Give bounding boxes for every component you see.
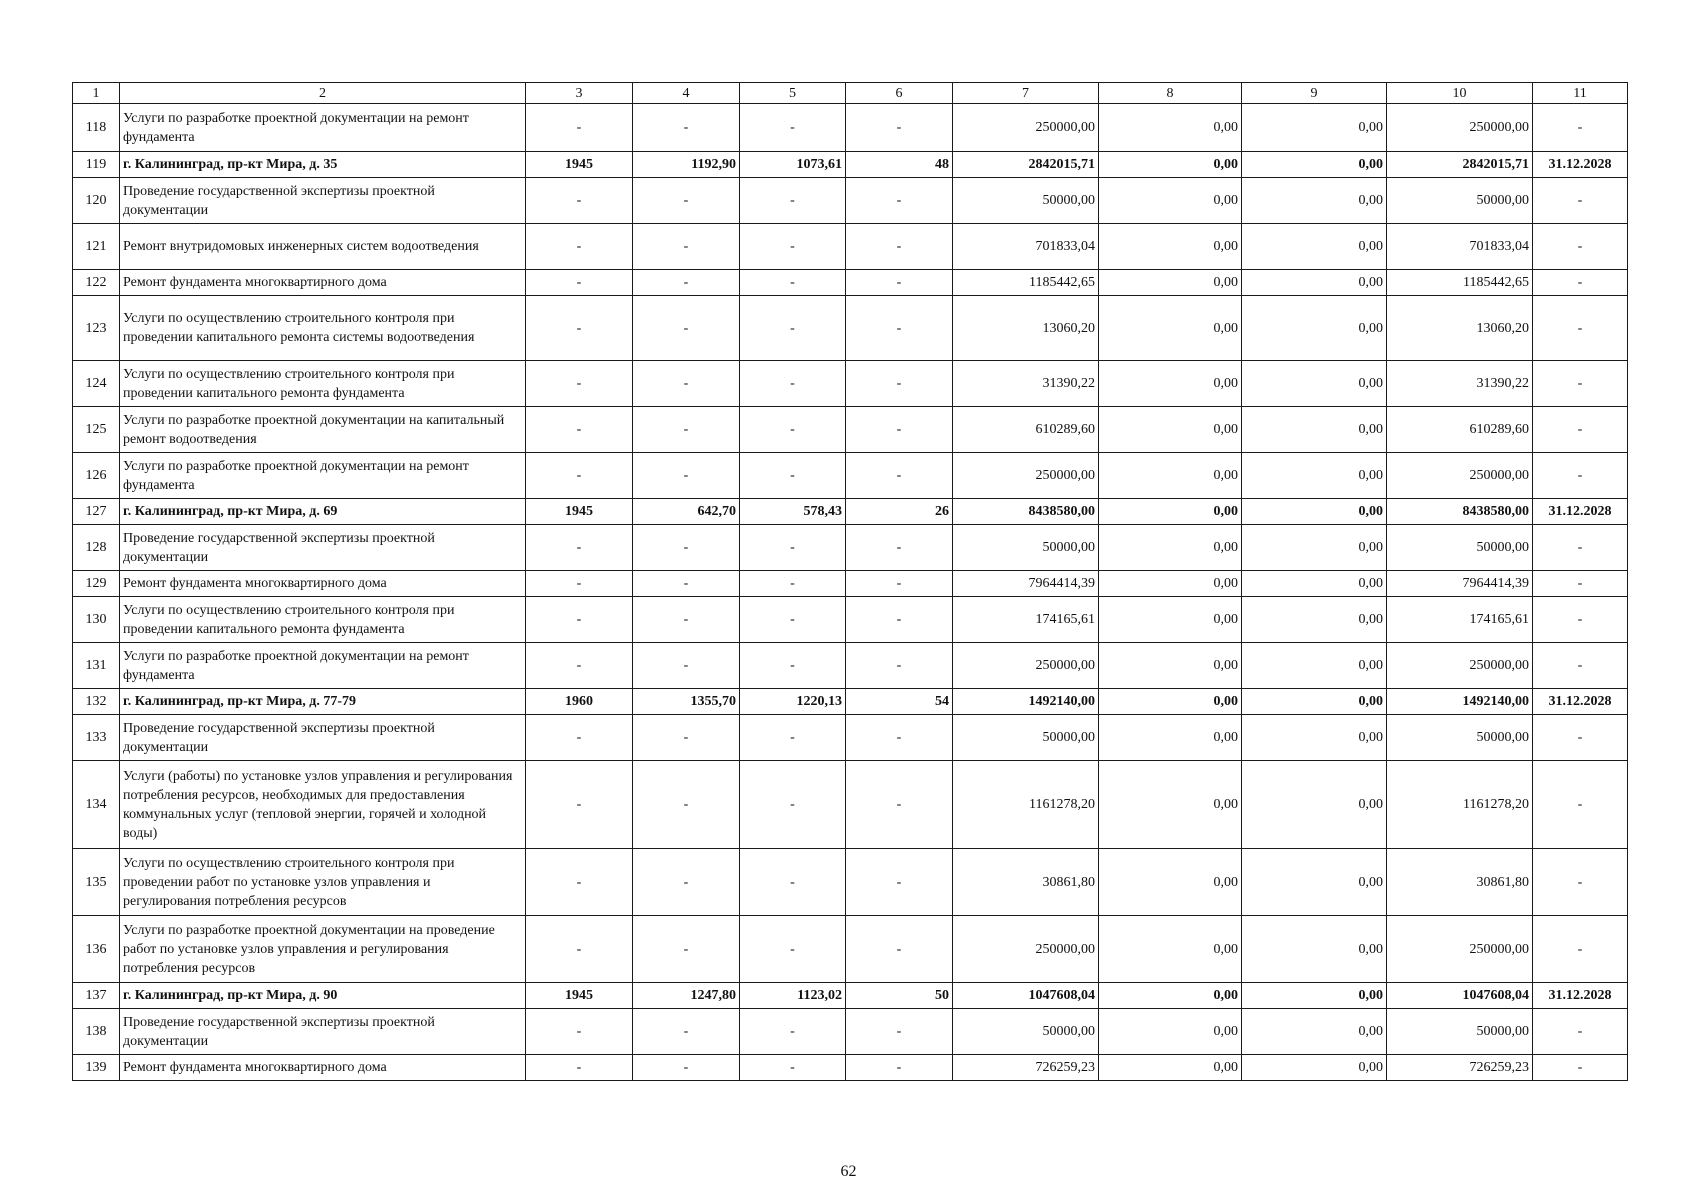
table-row xyxy=(73,453,1628,499)
col7-cell: 250000,00 xyxy=(953,104,1099,152)
col7-cell: 7964414,39 xyxy=(953,571,1099,597)
col11-cell: - xyxy=(1533,849,1628,916)
col9-cell: 0,00 xyxy=(1242,643,1387,689)
address-row xyxy=(73,152,1628,178)
col10-cell: 31390,22 xyxy=(1387,361,1533,407)
col5-cell: - xyxy=(740,643,846,689)
col11-cell: - xyxy=(1533,178,1628,224)
work-name-cell: Услуги по осуществлению строительного контроля при проведении капитального ремонта фундамента xyxy=(120,361,526,407)
col10-cell: 7964414,39 xyxy=(1387,571,1533,597)
table-row xyxy=(73,270,1628,296)
col7-cell: 250000,00 xyxy=(953,916,1099,983)
col7-cell: 701833,04 xyxy=(953,224,1099,270)
col9-cell: 0,00 xyxy=(1242,1009,1387,1055)
col3-cell: - xyxy=(526,849,633,916)
col3-cell: - xyxy=(526,1009,633,1055)
col8-cell: 0,00 xyxy=(1099,983,1242,1009)
col5-cell: 1123,02 xyxy=(740,983,846,1009)
col5-cell: - xyxy=(740,715,846,761)
col6-cell: - xyxy=(846,849,953,916)
col11-cell: - xyxy=(1533,525,1628,571)
col11-cell: - xyxy=(1533,1055,1628,1081)
col6-cell: - xyxy=(846,597,953,643)
col9-cell: 0,00 xyxy=(1242,499,1387,525)
col10-cell: 50000,00 xyxy=(1387,178,1533,224)
col9-cell: 0,00 xyxy=(1242,407,1387,453)
col4-cell: - xyxy=(633,453,740,499)
col9-cell: 0,00 xyxy=(1242,1055,1387,1081)
col3-cell: - xyxy=(526,270,633,296)
col4-cell: - xyxy=(633,849,740,916)
col6-cell: 48 xyxy=(846,152,953,178)
col7-cell: 726259,23 xyxy=(953,1055,1099,1081)
col10-cell: 726259,23 xyxy=(1387,1055,1533,1081)
row-number-cell: 128 xyxy=(73,525,120,571)
col8-cell: 0,00 xyxy=(1099,597,1242,643)
col10-cell: 50000,00 xyxy=(1387,525,1533,571)
col9-cell: 0,00 xyxy=(1242,224,1387,270)
work-name-cell: Услуги по разработке проектной документации на ремонт фундамента xyxy=(120,104,526,152)
col7-cell: 30861,80 xyxy=(953,849,1099,916)
col11-cell: - xyxy=(1533,916,1628,983)
row-number-cell: 133 xyxy=(73,715,120,761)
col8-cell: 0,00 xyxy=(1099,224,1242,270)
col9-cell: 0,00 xyxy=(1242,270,1387,296)
table-row xyxy=(73,1009,1628,1055)
col5-cell: 1073,61 xyxy=(740,152,846,178)
work-name-cell: Услуги по осуществлению строительного контроля при проведении капитального ремонта системы водоотведения xyxy=(120,296,526,361)
header-cell: 9 xyxy=(1242,83,1387,104)
col10-cell: 250000,00 xyxy=(1387,643,1533,689)
col5-cell: - xyxy=(740,270,846,296)
work-name-cell: Услуги (работы) по установке узлов управления и регулирования потребления ресурсов, необходимых для предоставления коммунальных услуг (тепловой энергии, горячей и холодной воды) xyxy=(120,761,526,849)
address-row xyxy=(73,983,1628,1009)
col10-cell: 1161278,20 xyxy=(1387,761,1533,849)
header-cell: 3 xyxy=(526,83,633,104)
col11-cell: 31.12.2028 xyxy=(1533,689,1628,715)
col6-cell: - xyxy=(846,916,953,983)
col6-cell: - xyxy=(846,104,953,152)
col6-cell: 26 xyxy=(846,499,953,525)
col3-cell: - xyxy=(526,224,633,270)
col3-cell: - xyxy=(526,916,633,983)
header-cell: 11 xyxy=(1533,83,1628,104)
row-number-cell: 126 xyxy=(73,453,120,499)
col6-cell: - xyxy=(846,715,953,761)
col11-cell: 31.12.2028 xyxy=(1533,499,1628,525)
col4-cell: - xyxy=(633,597,740,643)
col4-cell: - xyxy=(633,571,740,597)
col3-cell: - xyxy=(526,597,633,643)
row-number-cell: 136 xyxy=(73,916,120,983)
row-number-cell: 138 xyxy=(73,1009,120,1055)
col9-cell: 0,00 xyxy=(1242,916,1387,983)
col6-cell: - xyxy=(846,453,953,499)
col10-cell: 1492140,00 xyxy=(1387,689,1533,715)
col8-cell: 0,00 xyxy=(1099,761,1242,849)
col6-cell: - xyxy=(846,178,953,224)
header-cell: 10 xyxy=(1387,83,1533,104)
col8-cell: 0,00 xyxy=(1099,715,1242,761)
col7-cell: 8438580,00 xyxy=(953,499,1099,525)
row-number-cell: 130 xyxy=(73,597,120,643)
col8-cell: 0,00 xyxy=(1099,152,1242,178)
col9-cell: 0,00 xyxy=(1242,689,1387,715)
col5-cell: - xyxy=(740,104,846,152)
col10-cell: 1047608,04 xyxy=(1387,983,1533,1009)
col3-cell: - xyxy=(526,296,633,361)
table-row xyxy=(73,1055,1628,1081)
col3-cell: 1945 xyxy=(526,152,633,178)
col5-cell: 1220,13 xyxy=(740,689,846,715)
table-row xyxy=(73,643,1628,689)
col10-cell: 1185442,65 xyxy=(1387,270,1533,296)
col11-cell: - xyxy=(1533,761,1628,849)
header-cell: 6 xyxy=(846,83,953,104)
col11-cell: - xyxy=(1533,1009,1628,1055)
col10-cell: 13060,20 xyxy=(1387,296,1533,361)
col4-cell: 642,70 xyxy=(633,499,740,525)
col10-cell: 610289,60 xyxy=(1387,407,1533,453)
col3-cell: - xyxy=(526,525,633,571)
registry-table xyxy=(72,82,1628,1081)
col7-cell: 250000,00 xyxy=(953,453,1099,499)
col5-cell: - xyxy=(740,453,846,499)
col5-cell: - xyxy=(740,571,846,597)
work-name-cell: Проведение государственной экспертизы проектной документации xyxy=(120,525,526,571)
col9-cell: 0,00 xyxy=(1242,571,1387,597)
col6-cell: - xyxy=(846,296,953,361)
row-number-cell: 118 xyxy=(73,104,120,152)
col10-cell: 2842015,71 xyxy=(1387,152,1533,178)
col5-cell: - xyxy=(740,178,846,224)
col11-cell: - xyxy=(1533,296,1628,361)
col9-cell: 0,00 xyxy=(1242,983,1387,1009)
work-name-cell: Услуги по осуществлению строительного контроля при проведении капитального ремонта фундамента xyxy=(120,597,526,643)
table-row xyxy=(73,916,1628,983)
col8-cell: 0,00 xyxy=(1099,296,1242,361)
col9-cell: 0,00 xyxy=(1242,178,1387,224)
col5-cell: - xyxy=(740,849,846,916)
work-name-cell: Ремонт фундамента многоквартирного дома xyxy=(120,1055,526,1081)
row-number-cell: 123 xyxy=(73,296,120,361)
col6-cell: - xyxy=(846,361,953,407)
col10-cell: 250000,00 xyxy=(1387,104,1533,152)
col7-cell: 50000,00 xyxy=(953,715,1099,761)
col8-cell: 0,00 xyxy=(1099,104,1242,152)
col9-cell: 0,00 xyxy=(1242,104,1387,152)
col5-cell: - xyxy=(740,296,846,361)
row-number-cell: 119 xyxy=(73,152,120,178)
table-row xyxy=(73,361,1628,407)
col4-cell: - xyxy=(633,407,740,453)
col11-cell: - xyxy=(1533,453,1628,499)
col6-cell: - xyxy=(846,571,953,597)
col6-cell: - xyxy=(846,1009,953,1055)
col9-cell: 0,00 xyxy=(1242,525,1387,571)
work-name-cell: Проведение государственной экспертизы проектной документации xyxy=(120,1009,526,1055)
col8-cell: 0,00 xyxy=(1099,499,1242,525)
row-number-cell: 120 xyxy=(73,178,120,224)
table-row xyxy=(73,571,1628,597)
col9-cell: 0,00 xyxy=(1242,849,1387,916)
header-cell: 4 xyxy=(633,83,740,104)
col5-cell: - xyxy=(740,224,846,270)
col8-cell: 0,00 xyxy=(1099,1055,1242,1081)
col4-cell: - xyxy=(633,270,740,296)
row-number-cell: 131 xyxy=(73,643,120,689)
col9-cell: 0,00 xyxy=(1242,361,1387,407)
table-row xyxy=(73,761,1628,849)
col5-cell: - xyxy=(740,407,846,453)
row-number-cell: 132 xyxy=(73,689,120,715)
col11-cell: - xyxy=(1533,407,1628,453)
work-name-cell: г. Калининград, пр-кт Мира, д. 35 xyxy=(120,152,526,178)
col6-cell: - xyxy=(846,1055,953,1081)
col6-cell: - xyxy=(846,407,953,453)
col3-cell: - xyxy=(526,1055,633,1081)
col8-cell: 0,00 xyxy=(1099,525,1242,571)
col7-cell: 610289,60 xyxy=(953,407,1099,453)
col4-cell: - xyxy=(633,361,740,407)
row-number-cell: 127 xyxy=(73,499,120,525)
col6-cell: - xyxy=(846,270,953,296)
col6-cell: - xyxy=(846,224,953,270)
work-name-cell: Услуги по разработке проектной документации на проведение работ по установке узлов управления и регулирования потребления ресурсов xyxy=(120,916,526,983)
col11-cell: - xyxy=(1533,270,1628,296)
col3-cell: - xyxy=(526,104,633,152)
col11-cell: 31.12.2028 xyxy=(1533,152,1628,178)
col3-cell: 1945 xyxy=(526,983,633,1009)
work-name-cell: г. Калининград, пр-кт Мира, д. 77-79 xyxy=(120,689,526,715)
col4-cell: - xyxy=(633,916,740,983)
col9-cell: 0,00 xyxy=(1242,296,1387,361)
table-row xyxy=(73,224,1628,270)
col10-cell: 250000,00 xyxy=(1387,916,1533,983)
col4-cell: - xyxy=(633,1055,740,1081)
col9-cell: 0,00 xyxy=(1242,152,1387,178)
table-row xyxy=(73,597,1628,643)
work-name-cell: Услуги по осуществлению строительного контроля при проведении работ по установке узлов управления и регулирования потребления ресурсов xyxy=(120,849,526,916)
col3-cell: - xyxy=(526,761,633,849)
row-number-cell: 139 xyxy=(73,1055,120,1081)
col3-cell: 1960 xyxy=(526,689,633,715)
col9-cell: 0,00 xyxy=(1242,761,1387,849)
col10-cell: 174165,61 xyxy=(1387,597,1533,643)
header-row xyxy=(73,83,1628,104)
row-number-cell: 124 xyxy=(73,361,120,407)
address-row xyxy=(73,499,1628,525)
col11-cell: - xyxy=(1533,224,1628,270)
col5-cell: - xyxy=(740,525,846,571)
col11-cell: - xyxy=(1533,571,1628,597)
col9-cell: 0,00 xyxy=(1242,453,1387,499)
col7-cell: 1492140,00 xyxy=(953,689,1099,715)
col9-cell: 0,00 xyxy=(1242,597,1387,643)
address-row xyxy=(73,689,1628,715)
row-number-cell: 129 xyxy=(73,571,120,597)
col8-cell: 0,00 xyxy=(1099,916,1242,983)
col4-cell: - xyxy=(633,715,740,761)
col7-cell: 50000,00 xyxy=(953,525,1099,571)
col6-cell: - xyxy=(846,643,953,689)
col3-cell: - xyxy=(526,407,633,453)
page-number: 62 xyxy=(840,1163,857,1180)
col3-cell: - xyxy=(526,715,633,761)
table-row xyxy=(73,104,1628,152)
col3-cell: 1945 xyxy=(526,499,633,525)
col3-cell: - xyxy=(526,571,633,597)
col9-cell: 0,00 xyxy=(1242,715,1387,761)
col11-cell: - xyxy=(1533,597,1628,643)
col7-cell: 250000,00 xyxy=(953,643,1099,689)
header-cell: 7 xyxy=(953,83,1099,104)
col6-cell: 54 xyxy=(846,689,953,715)
col7-cell: 13060,20 xyxy=(953,296,1099,361)
work-name-cell: Ремонт фундамента многоквартирного дома xyxy=(120,270,526,296)
col5-cell: 578,43 xyxy=(740,499,846,525)
header-cell: 8 xyxy=(1099,83,1242,104)
col5-cell: - xyxy=(740,1055,846,1081)
col5-cell: - xyxy=(740,597,846,643)
col4-cell: 1247,80 xyxy=(633,983,740,1009)
col3-cell: - xyxy=(526,453,633,499)
col6-cell: 50 xyxy=(846,983,953,1009)
col3-cell: - xyxy=(526,178,633,224)
col4-cell: - xyxy=(633,525,740,571)
col10-cell: 50000,00 xyxy=(1387,715,1533,761)
col7-cell: 31390,22 xyxy=(953,361,1099,407)
col4-cell: 1192,90 xyxy=(633,152,740,178)
table-row xyxy=(73,849,1628,916)
col10-cell: 250000,00 xyxy=(1387,453,1533,499)
table-row xyxy=(73,525,1628,571)
header-cell: 2 xyxy=(120,83,526,104)
col8-cell: 0,00 xyxy=(1099,1009,1242,1055)
header-cell: 5 xyxy=(740,83,846,104)
col8-cell: 0,00 xyxy=(1099,178,1242,224)
work-name-cell: Услуги по разработке проектной документации на ремонт фундамента xyxy=(120,453,526,499)
col8-cell: 0,00 xyxy=(1099,453,1242,499)
col8-cell: 0,00 xyxy=(1099,689,1242,715)
row-number-cell: 122 xyxy=(73,270,120,296)
col8-cell: 0,00 xyxy=(1099,571,1242,597)
col4-cell: - xyxy=(633,643,740,689)
col4-cell: - xyxy=(633,224,740,270)
col5-cell: - xyxy=(740,761,846,849)
col10-cell: 8438580,00 xyxy=(1387,499,1533,525)
col7-cell: 1185442,65 xyxy=(953,270,1099,296)
work-name-cell: Проведение государственной экспертизы проектной документации xyxy=(120,178,526,224)
col6-cell: - xyxy=(846,761,953,849)
row-number-cell: 137 xyxy=(73,983,120,1009)
col6-cell: - xyxy=(846,525,953,571)
col7-cell: 174165,61 xyxy=(953,597,1099,643)
col7-cell: 50000,00 xyxy=(953,1009,1099,1055)
work-name-cell: Услуги по разработке проектной документации на ремонт фундамента xyxy=(120,643,526,689)
work-name-cell: г. Калининград, пр-кт Мира, д. 90 xyxy=(120,983,526,1009)
col11-cell: - xyxy=(1533,361,1628,407)
col4-cell: - xyxy=(633,761,740,849)
row-number-cell: 135 xyxy=(73,849,120,916)
registry-table-container xyxy=(72,82,1628,1081)
work-name-cell: Ремонт внутридомовых инженерных систем водоотведения xyxy=(120,224,526,270)
row-number-cell: 121 xyxy=(73,224,120,270)
col5-cell: - xyxy=(740,361,846,407)
col3-cell: - xyxy=(526,361,633,407)
table-row xyxy=(73,178,1628,224)
col3-cell: - xyxy=(526,643,633,689)
col5-cell: - xyxy=(740,916,846,983)
col10-cell: 701833,04 xyxy=(1387,224,1533,270)
col4-cell: 1355,70 xyxy=(633,689,740,715)
col8-cell: 0,00 xyxy=(1099,270,1242,296)
table-row xyxy=(73,407,1628,453)
col11-cell: 31.12.2028 xyxy=(1533,983,1628,1009)
col10-cell: 30861,80 xyxy=(1387,849,1533,916)
work-name-cell: Проведение государственной экспертизы проектной документации xyxy=(120,715,526,761)
col4-cell: - xyxy=(633,178,740,224)
work-name-cell: Услуги по разработке проектной документации на капитальный ремонт водоотведения xyxy=(120,407,526,453)
row-number-cell: 125 xyxy=(73,407,120,453)
row-number-cell: 134 xyxy=(73,761,120,849)
col5-cell: - xyxy=(740,1009,846,1055)
table-row xyxy=(73,296,1628,361)
header-cell: 1 xyxy=(73,83,120,104)
col8-cell: 0,00 xyxy=(1099,407,1242,453)
col11-cell: - xyxy=(1533,643,1628,689)
col8-cell: 0,00 xyxy=(1099,643,1242,689)
work-name-cell: г. Калининград, пр-кт Мира, д. 69 xyxy=(120,499,526,525)
col7-cell: 1161278,20 xyxy=(953,761,1099,849)
col7-cell: 50000,00 xyxy=(953,178,1099,224)
col10-cell: 50000,00 xyxy=(1387,1009,1533,1055)
work-name-cell: Ремонт фундамента многоквартирного дома xyxy=(120,571,526,597)
col8-cell: 0,00 xyxy=(1099,361,1242,407)
col7-cell: 1047608,04 xyxy=(953,983,1099,1009)
col11-cell: - xyxy=(1533,715,1628,761)
col4-cell: - xyxy=(633,1009,740,1055)
col8-cell: 0,00 xyxy=(1099,849,1242,916)
col4-cell: - xyxy=(633,296,740,361)
col4-cell: - xyxy=(633,104,740,152)
col7-cell: 2842015,71 xyxy=(953,152,1099,178)
table-row xyxy=(73,715,1628,761)
col11-cell: - xyxy=(1533,104,1628,152)
